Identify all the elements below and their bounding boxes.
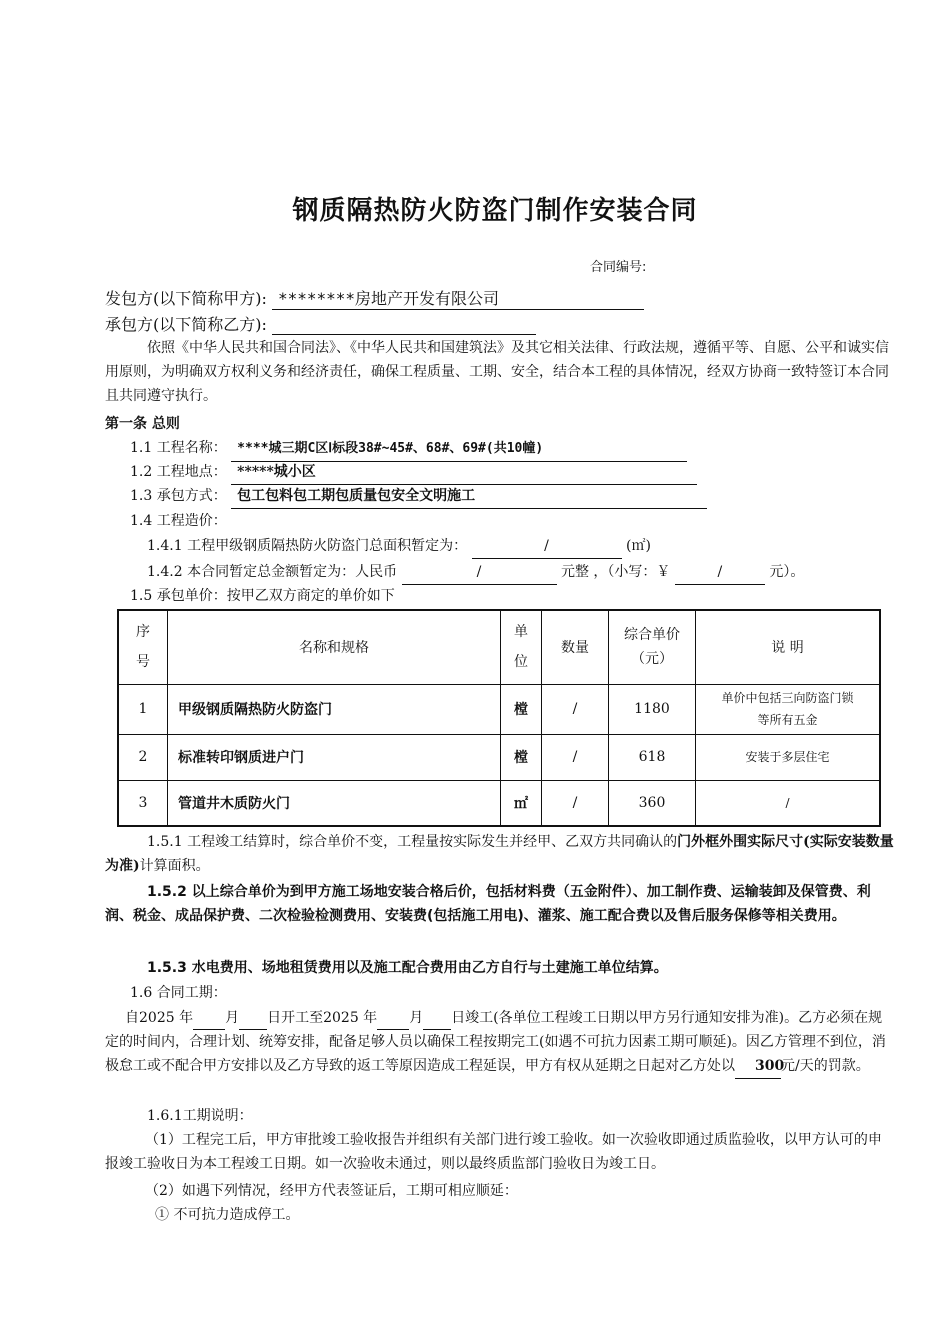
table-row (118, 684, 880, 734)
item-1-4-2-end: 元）。 (769, 564, 805, 580)
p16-text-a: 自2025 年 (125, 1010, 194, 1026)
paragraph-1-5-1 (105, 830, 895, 878)
header-unit-2: 位 (514, 654, 528, 671)
row-unit: 樘 (501, 684, 542, 734)
item-1-1 (130, 436, 687, 462)
row-qty: / (542, 734, 609, 780)
total-amount-small: / (675, 560, 765, 585)
paragraph-1-6-1-3: ① 不可抗力造成停工。 (155, 1207, 300, 1223)
item-1-4-2-mid: 元整 ，（小写：￥ (560, 564, 671, 580)
party-a-line (105, 286, 644, 310)
header-unit (501, 610, 542, 684)
p16-text-e: 日竣工(各单位工程竣工日期以甲方另行通知安排为准)。乙方必须在规定的时间内，合理计划、统筹安排，配备足够人员以确保工程按期完工(如遇不可抗力因素工期可顺延)。因乙方管理不到位，消极怠工或不配合甲方安排以及乙方导致的返工等原因造成工程延误，甲方有权从延期之日起对乙方处以 (105, 1010, 886, 1074)
contract-title: 钢质隔热防火防盗门制作安装合同 (292, 196, 698, 226)
p151-text-c: 计算面积。 (139, 858, 210, 874)
penalty-amount: 300 (735, 1054, 781, 1079)
item-1-4-1-label: 1.4.1 工程甲级钢质隔热防火防盗门总面积暂定为： (147, 538, 468, 554)
total-area-value: / (472, 534, 622, 559)
p16-text-d: 月 (409, 1010, 424, 1026)
table-header-row (118, 610, 880, 684)
item-1-4-2-label: 1.4.2 本合同暂定总金额暂定为：人民币 (147, 564, 398, 580)
row-price: 1180 (609, 684, 696, 734)
row-qty: / (542, 684, 609, 734)
table-row (118, 780, 880, 826)
row-name: 标准转印钢质进户门 (168, 734, 501, 780)
p16-text-f: 元/天的罚款。 (781, 1058, 870, 1074)
p16-text-b: 月 (225, 1010, 240, 1026)
intro-paragraph: 依照《中华人民共和国合同法》、《中华人民共和国建筑法》及其它相关法律、行政法规，遵循平等、自愿、公平和诚实信用原则，为明确双方权利义务和经济责任，确保工程质量、工期、安全，结合本工程的具体情况，经双方协商一致特签订本合同且共同遵守执行。 (105, 340, 889, 404)
row-price: 618 (609, 734, 696, 780)
item-1-3-label: 1.3 承包方式： (130, 488, 227, 504)
paragraph-1-5-2: 1.5.2 以上综合单价为到甲方施工场地安装合格后价，包括材料费（五金附件）、加工制作费、运输装卸及保管费、利润、税金、成品保护费、二次检验检测费用、安装费(包括施工用电)、灌浆、施工配合费以及售后服务保修等相关费用。 (105, 884, 871, 924)
total-amount-value: / (402, 560, 557, 585)
header-price-1: 综合单价 (624, 627, 680, 644)
row-unit: 樘 (501, 734, 542, 780)
party-a-value: ********房地产开发有限公司 (272, 286, 644, 310)
item-1-1-label: 1.1 工程名称： (130, 440, 227, 456)
item-1-6-1-label: 1.6.1工期说明： (147, 1108, 253, 1124)
row-qty: / (542, 780, 609, 826)
header-seq-1: 序 (136, 624, 150, 641)
paragraph-1-6-1-1: （1）工程完工后，甲方审批竣工验收报告并组织有关部门进行竣工验收。如一次验收即通过质监验收，以甲方认可的申报竣工验收日为本工程竣工日期。如一次验收未通过，则以最终质监部门验收日为竣工日。 (105, 1132, 882, 1172)
item-1-4-1 (147, 534, 651, 559)
item-1-6-label: 1.6 合同工期： (130, 985, 227, 1001)
header-seq-2: 号 (136, 654, 150, 671)
table-row (118, 734, 880, 780)
row-note: 安装于多层住宅 (696, 734, 881, 780)
row-name: 管道井木质防火门 (168, 780, 501, 826)
item-1-2-label: 1.2 工程地点： (130, 464, 227, 480)
row-price: 360 (609, 780, 696, 826)
article-1-heading: 第一条 总则 (105, 416, 180, 432)
p16-text-c: 日开工至2025 年 (267, 1010, 378, 1026)
row-seq: 3 (118, 780, 168, 826)
header-name: 名称和规格 (168, 610, 501, 684)
item-1-4-label: 1.4 工程造价： (130, 513, 227, 529)
paragraph-1-5-3: 1.5.3 水电费用、场地租赁费用以及施工配合费用由乙方自行与土建施工单位结算。 (147, 960, 668, 976)
project-name-value: ****城三期C区Ⅰ标段38#~45#、68#、69#(共10幢) (231, 437, 687, 462)
item-1-3 (130, 484, 707, 509)
unit-price-table (117, 609, 881, 827)
row-note: / (696, 780, 881, 826)
header-price (609, 610, 696, 684)
header-note: 说 明 (696, 610, 881, 684)
item-1-2 (130, 460, 697, 485)
header-qty: 数量 (542, 610, 609, 684)
party-a-label: 发包方(以下简称甲方): (105, 289, 267, 308)
row-note-2: 等所有五金 (757, 713, 818, 727)
party-b-value (272, 316, 536, 335)
p151-text-bold: 门外框外围实际尺寸(实际安装数量为准) (105, 834, 894, 874)
row-unit: ㎡ (501, 780, 542, 826)
total-area-unit: (㎡) (625, 538, 651, 554)
paragraph-1-6-1-2: （2）如遇下列情况，经甲方代表签证后，工期可相应顺延： (145, 1183, 518, 1199)
header-price-2: （元） (631, 651, 673, 668)
paragraph-1-6 (105, 1006, 895, 1079)
party-b-line (105, 312, 536, 335)
row-note (696, 684, 881, 734)
header-unit-1: 单 (514, 624, 528, 641)
party-b-label: 承包方(以下简称乙方): (105, 315, 267, 334)
row-note-1: 单价中包括三向防盗门锁 (721, 691, 854, 705)
contract-number-label: 合同编号: (590, 260, 647, 275)
project-location-value: *****城小区 (231, 460, 697, 485)
item-1-4-2 (147, 560, 804, 585)
p151-text-a: 1.5.1 工程竣工结算时，综合单价不变，工程量按实际发生并经甲、乙双方共同确认的 (147, 834, 678, 850)
header-seq (118, 610, 168, 684)
row-name: 甲级钢质隔热防火防盗门 (168, 684, 501, 734)
contract-method-value: 包工包料包工期包质量包安全文明施工 (231, 484, 707, 509)
row-seq: 1 (118, 684, 168, 734)
item-1-5-label: 1.5 承包单价：按甲乙双方商定的单价如下 (130, 588, 395, 604)
row-seq: 2 (118, 734, 168, 780)
